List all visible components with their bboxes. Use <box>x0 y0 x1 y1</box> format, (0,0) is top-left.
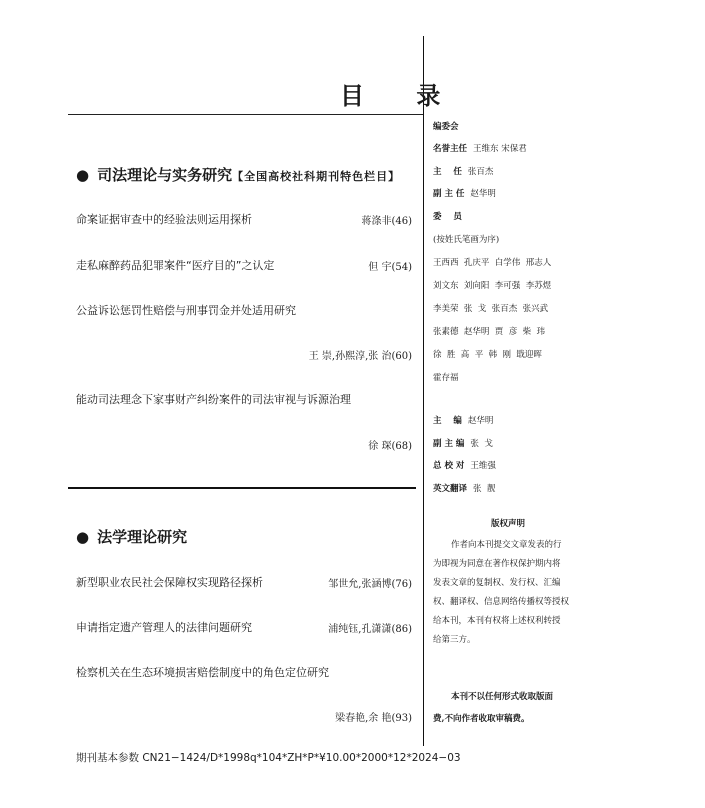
section-title: 法学理论研究 <box>97 528 188 546</box>
section-title: 司法理论与实务研究 <box>97 166 233 184</box>
chief-editor <box>433 414 493 426</box>
article-title[interactable]: 走私麻醉药品犯罪案件“医疗目的”之认定 <box>76 259 275 272</box>
label: 总 校 对 <box>433 461 465 471</box>
copyright-body <box>433 536 593 650</box>
column-divider <box>423 36 424 746</box>
article-title[interactable]: 命案证据审查中的经验法则运用探析 <box>76 213 252 226</box>
article-author: 蒋涤非(46) <box>361 216 412 227</box>
value: 王维强 <box>470 461 496 471</box>
deputy-director <box>433 187 496 199</box>
proofreader <box>433 459 496 471</box>
fee-note-line2: 费,不向作者收取审稿费。 <box>433 714 530 724</box>
value: 张 戈 <box>470 439 493 449</box>
members-note: (按姓氏笔画为序) <box>433 235 500 245</box>
members-row: 霍存福 <box>433 373 459 383</box>
members-label <box>433 210 462 222</box>
committee-header: 编委会 <box>433 122 459 132</box>
copyright-line: 给本刊，本刊有权将上述权利转授 <box>433 616 561 626</box>
honorary-director <box>433 142 527 154</box>
value: 张百杰 <box>467 167 494 177</box>
article-author: 徐 琛(68) <box>368 441 412 452</box>
article-author: 梁春艳,余 艳(93) <box>335 713 412 724</box>
title-rule <box>68 114 423 115</box>
copyright-line: 为即视为同意在著作权保护期内将 <box>433 559 561 569</box>
label: 副 主 编 <box>433 439 465 449</box>
article-author: 邹世允,张涵博(76) <box>328 579 412 590</box>
value: 张 靓 <box>473 484 496 494</box>
bullet-icon: ● <box>76 528 90 546</box>
copyright-line: 权、翻译权、信息网络传播权等授权 <box>433 597 570 607</box>
value: 王维东 宋保君 <box>473 144 527 154</box>
page-title: 目 录 <box>340 81 463 110</box>
fee-note-line1: 本刊不以任何形式收取版面 <box>451 692 554 702</box>
label: 主 任 <box>433 167 462 177</box>
deputy-editor <box>433 437 493 449</box>
journal-parameters: 期刊基本参数 CN21−1424/D*1998q*104*ZH*P*¥10.00*2000*12*2024−03 <box>76 752 461 764</box>
value: 赵华明 <box>470 189 496 199</box>
label: 主 编 <box>433 416 462 426</box>
article-title[interactable]: 检察机关在生态环境损害赔偿制度中的角色定位研究 <box>76 666 329 679</box>
label: 委 员 <box>433 212 462 222</box>
article-title[interactable]: 能动司法理念下家事财产纠纷案件的司法审视与诉源治理 <box>76 393 351 406</box>
members-row: 徐 胜 高 平 韩 刚 戢迎晖 <box>433 350 542 360</box>
section-rule <box>68 487 416 489</box>
members-row: 刘文东 刘向阳 李可强 李苏煜 <box>433 281 552 291</box>
director <box>433 165 493 177</box>
members-row: 李美荣 张 戈 张百杰 张兴武 <box>433 304 549 314</box>
section-heading-judicial <box>76 164 400 185</box>
members-row: 张素德 赵华明 贾 彦 柴 玮 <box>433 327 546 337</box>
article-author: 但 宇(54) <box>368 262 412 273</box>
article-title[interactable]: 公益诉讼惩罚性赔偿与刑事罚金并处适用研究 <box>76 304 296 317</box>
members-row: 王西西 孔庆平 白学伟 邢志人 <box>433 258 552 268</box>
article-title[interactable]: 新型职业农民社会保障权实现路径探析 <box>76 576 263 589</box>
copyright-title: 版权声明 <box>490 519 525 529</box>
article-author: 浦纯钰,孔潇潇(86) <box>328 624 412 635</box>
label: 英文翻译 <box>433 484 468 494</box>
copyright-line: 给第三方。 <box>433 635 476 645</box>
copyright-line: 作者向本刊提交文章发表的行 <box>451 540 562 550</box>
bullet-icon: ● <box>76 166 90 184</box>
label: 名誉主任 <box>433 144 468 154</box>
section-heading-legal-theory <box>76 526 187 547</box>
translator <box>433 482 495 494</box>
copyright-line: 发表文章的复制权、发行权、汇编 <box>433 578 561 588</box>
article-author: 王 崇,孙熙淳,张 治(60) <box>308 351 412 362</box>
article-title[interactable]: 申请指定遗产管理人的法律问题研究 <box>76 621 252 634</box>
value: 赵华明 <box>467 416 494 426</box>
section-tag: 【全国高校社科期刊特色栏目】 <box>232 170 401 183</box>
label: 副 主 任 <box>433 189 465 199</box>
